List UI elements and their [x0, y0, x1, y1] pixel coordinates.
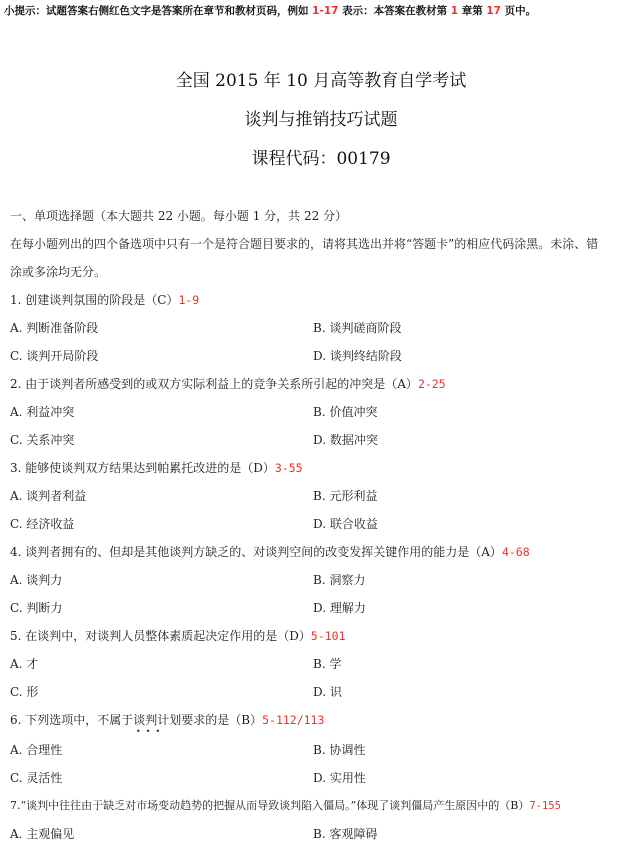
- question-3-text: 3. 能够使谈判双方结果达到帕累托改进的是（D）: [10, 461, 275, 475]
- hint-middle2: 章第: [461, 5, 483, 17]
- question-1-text: 1. 创建谈判氛围的阶段是（C）: [10, 293, 179, 307]
- exam-title: 全国 2015 年 10 月高等教育自学考试: [175, 71, 467, 91]
- hint-middle: 表示：本答案在教材第: [342, 5, 448, 17]
- hint-banner: [4, 3, 536, 18]
- q6-option-d: D. 实用性: [313, 771, 366, 785]
- q6-option-b: B. 协调性: [313, 743, 366, 757]
- q1-option-c: C. 谈判开局阶段: [10, 349, 99, 363]
- question-4-stem: [10, 543, 530, 560]
- q3-option-a: A. 谈判者利益: [10, 489, 87, 503]
- question-5-stem: [10, 627, 346, 644]
- hint-page: 17: [486, 5, 501, 17]
- question-5-ref: 5-101: [310, 629, 346, 643]
- hint-chapter: 1: [450, 5, 459, 17]
- question-6-text: 6. 下列选项中，不属于谈判计划要求的是（B）: [10, 713, 263, 727]
- q6-option-c: C. 灵活性: [10, 771, 63, 785]
- course-code: 课程代码：00179: [251, 149, 391, 169]
- q3-option-c: C. 经济收益: [10, 517, 75, 531]
- question-7-ref: 7-155: [529, 800, 561, 812]
- question-6-ref: 5-112/113: [262, 713, 325, 727]
- question-1-stem: [10, 291, 199, 308]
- q5-option-c: C. 形: [10, 685, 39, 699]
- q5-option-d: D. 识: [313, 685, 342, 699]
- q7-option-a: A. 主观偏见: [10, 827, 75, 841]
- q7-option-b: B. 客观障碍: [313, 827, 378, 841]
- q2-option-c: C. 关系冲突: [10, 433, 75, 447]
- q2-option-b: B. 价值冲突: [313, 405, 378, 419]
- q4-option-c: C. 判断力: [10, 601, 63, 615]
- q2-option-d: D. 数据冲突: [313, 433, 378, 447]
- hint-suffix: 页中。: [504, 5, 537, 17]
- question-1-ref: 1-9: [178, 293, 200, 307]
- q6-option-a: A. 合理性: [10, 743, 63, 757]
- question-5-text: 5. 在谈判中，对谈判人员整体素质起决定作用的是（D）: [10, 629, 311, 643]
- instruction-line-2: 涂或多涂均无分。: [10, 265, 107, 279]
- section-heading: 一、单项选择题（本大题共 22 小题。每小题 1 分，共 22 分）: [10, 209, 348, 223]
- question-7-text: 7.“谈判中往往由于缺乏对市场变动趋势的把握从而导致谈判陷入僵局。”体现了谈判僵局产生原因中的（B）: [10, 799, 530, 812]
- q4-option-d: D. 理解力: [313, 601, 366, 615]
- q2-option-a: A. 利益冲突: [10, 405, 75, 419]
- emphasis-dots: •••: [136, 727, 166, 736]
- hint-example: 1-17: [312, 5, 339, 17]
- q3-option-b: B. 元形利益: [313, 489, 378, 503]
- question-3-stem: [10, 459, 303, 476]
- q1-option-b: B. 谈判磋商阶段: [313, 321, 402, 335]
- question-2-ref: 2-25: [417, 377, 446, 391]
- q1-option-d: D. 谈判终结阶段: [313, 349, 402, 363]
- question-4-text: 4. 谈判者拥有的、但却是其他谈判方缺乏的、对谈判空间的改变发挥关键作用的能力是（A）: [10, 545, 502, 559]
- hint-prefix: 小提示：试题答案右侧红色文字是答案所在章节和教材页码，例如: [4, 5, 309, 17]
- q5-option-b: B. 学: [313, 657, 342, 671]
- question-4-ref: 4-68: [501, 545, 530, 559]
- question-7-stem: [10, 797, 561, 813]
- question-2-stem: [10, 375, 446, 392]
- question-2-text: 2. 由于谈判者所感受到的或双方实际利益上的竞争关系所引起的冲突是（A）: [10, 377, 418, 391]
- q5-option-a: A. 才: [10, 657, 39, 671]
- instruction-line-1: 在每小题列出的四个备选项中只有一个是符合题目要求的，请将其选出并将“答题卡”的相应代码涂黑。未涂、错: [10, 237, 599, 251]
- subject-title: 谈判与推销技巧试题: [244, 110, 398, 130]
- question-3-ref: 3-55: [274, 461, 303, 475]
- question-6-stem: [10, 711, 324, 728]
- q4-option-b: B. 洞察力: [313, 573, 366, 587]
- q4-option-a: A. 谈判力: [10, 573, 63, 587]
- q1-option-a: A. 判断准备阶段: [10, 321, 99, 335]
- q3-option-d: D. 联合收益: [313, 517, 378, 531]
